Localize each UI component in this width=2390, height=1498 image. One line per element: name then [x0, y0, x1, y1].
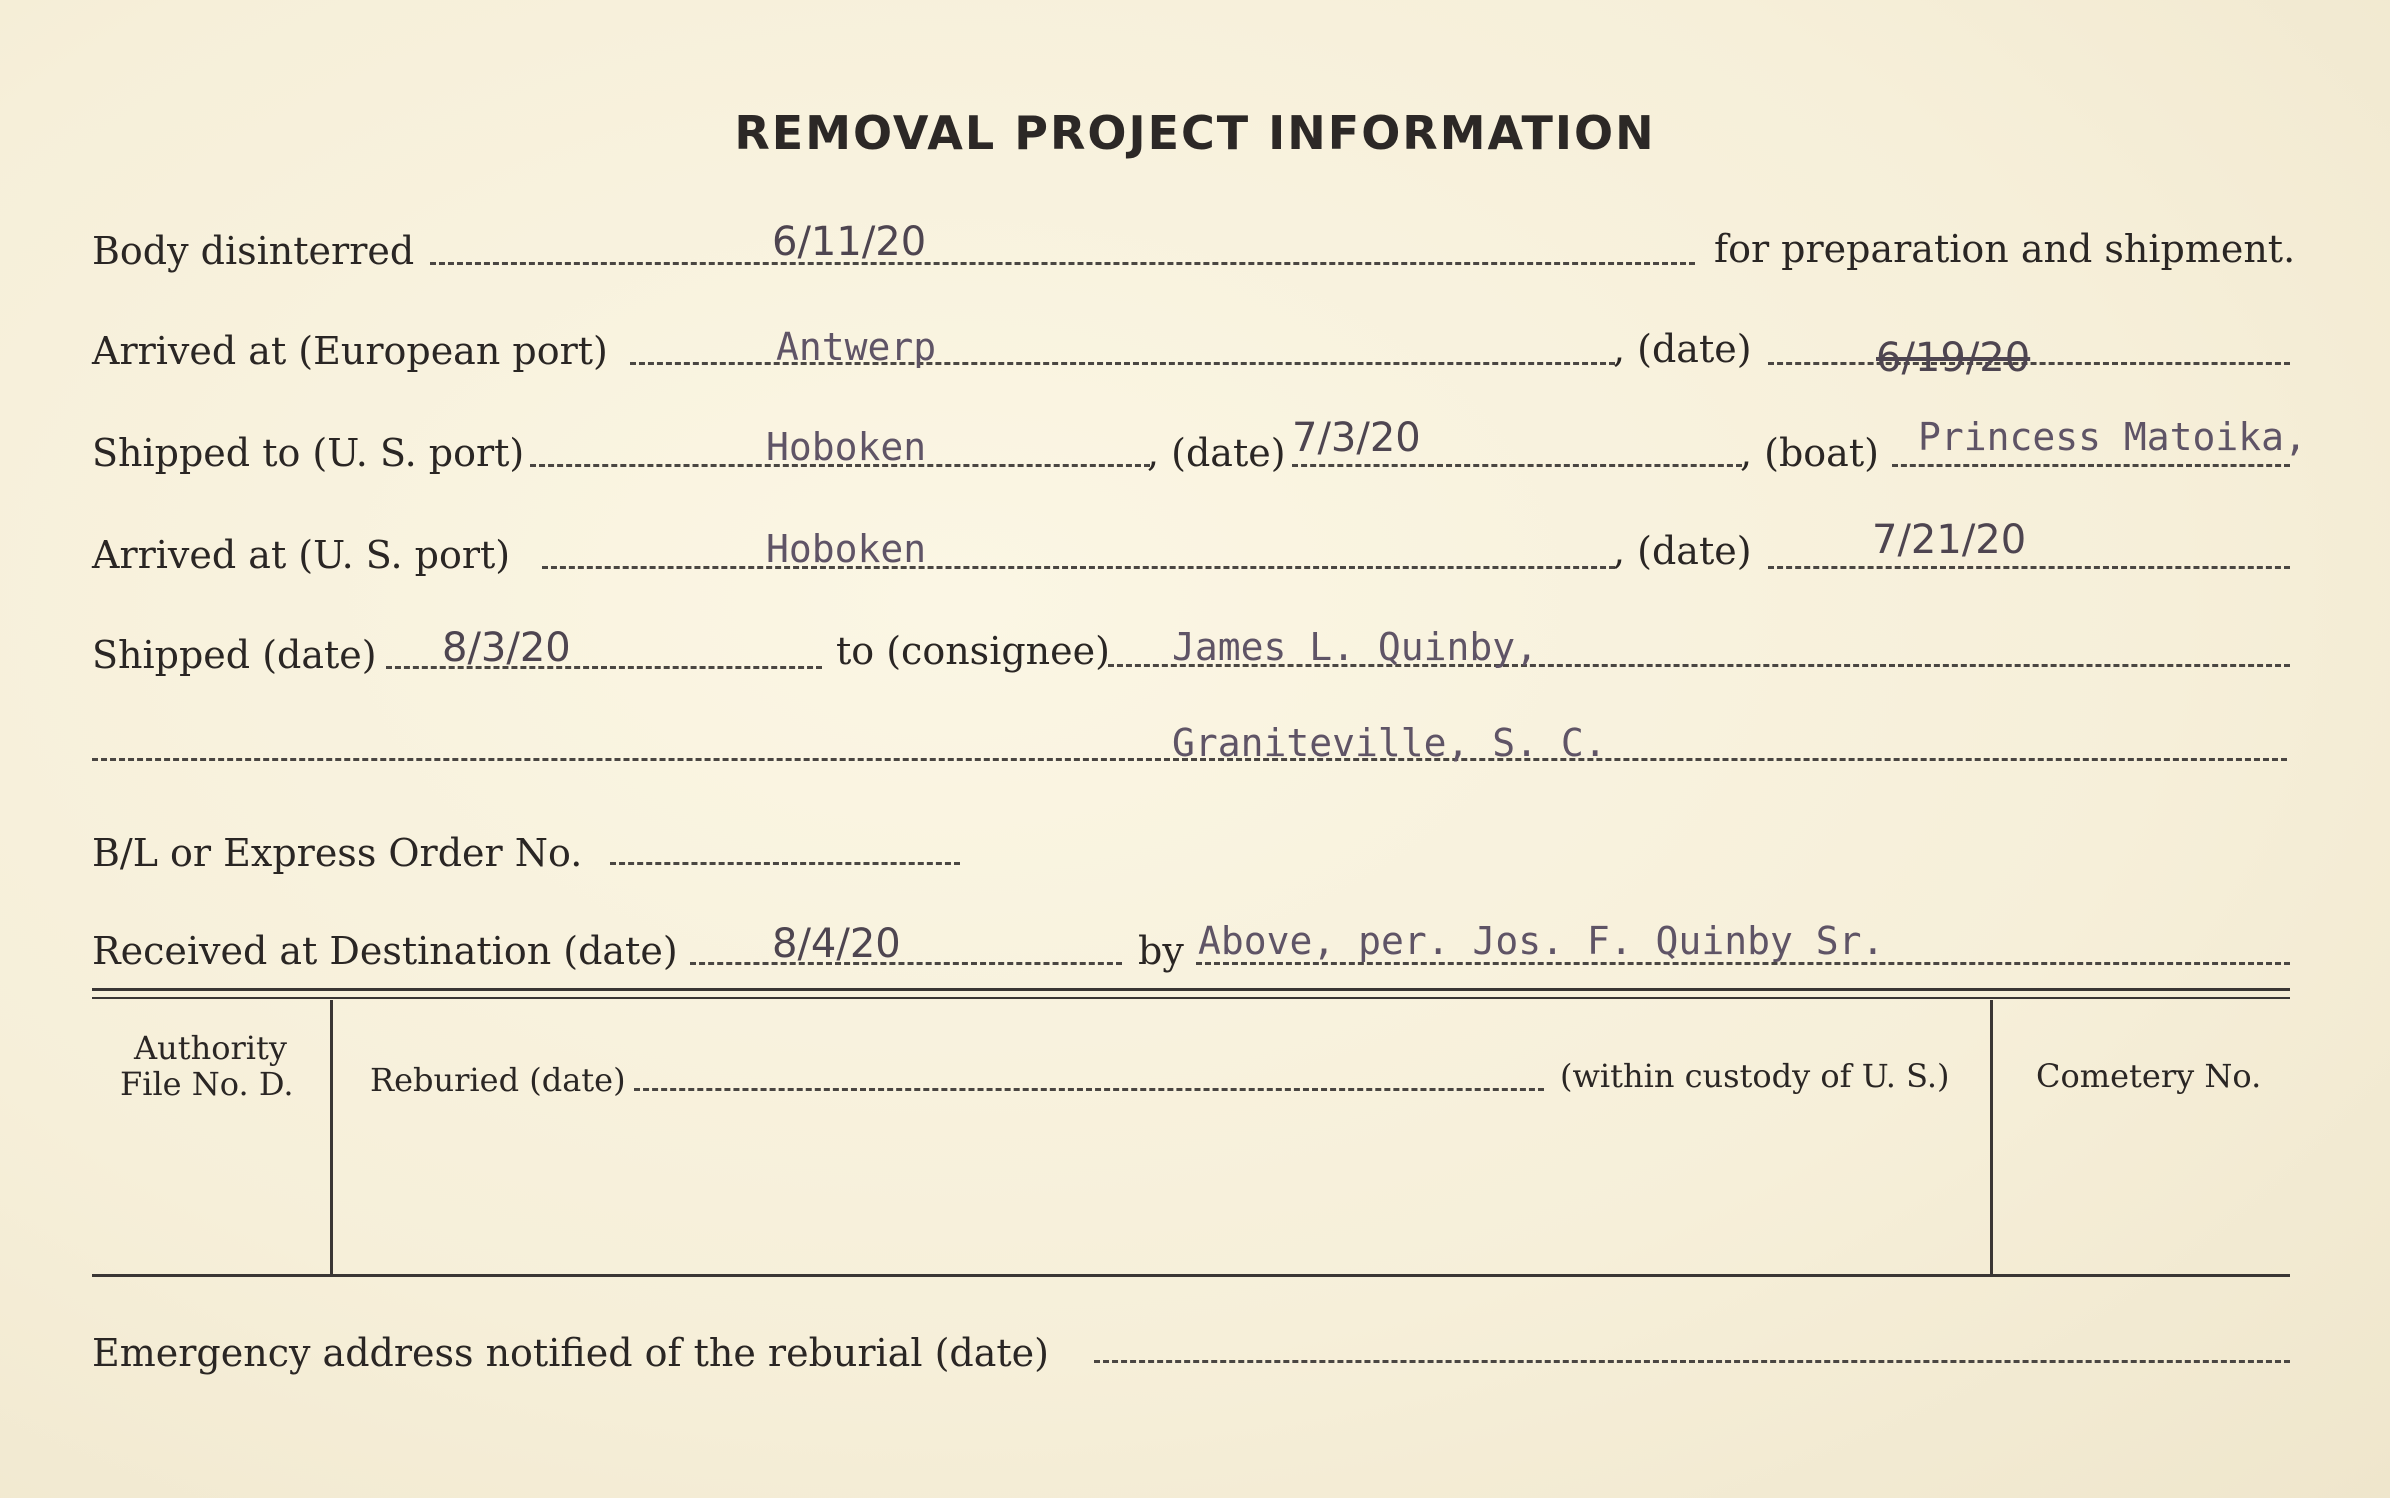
arrived-us-port-value: Hoboken: [766, 527, 927, 571]
arrived-us-date-value: 7/21/20: [1872, 517, 2027, 563]
custody-label: (within custody of U. S.): [1560, 1057, 1950, 1095]
page-title: REMOVAL PROJECT INFORMATION: [734, 106, 1656, 160]
reburied-label: Reburied (date): [370, 1061, 626, 1099]
arrived-european-date-label: , (date): [1613, 327, 1752, 371]
received-date-line: [690, 962, 1122, 965]
bl-express-label: B/L or Express Order No.: [92, 831, 583, 875]
emergency-label: Emergency address notified of the reburial (date): [92, 1331, 1049, 1375]
authority-label: Authority: [134, 1029, 287, 1067]
body-disinterred-value: 6/11/20: [772, 219, 927, 265]
shipped-date-label: Shipped (date): [92, 633, 377, 677]
reburied-date-line: [634, 1088, 1544, 1091]
bl-express-line: [610, 862, 960, 865]
shipped-to-boat-line: [1892, 464, 2290, 467]
shipped-to-date-label: , (date): [1147, 431, 1286, 475]
file-no-label: File No. D.: [120, 1065, 294, 1103]
arrived-european-date-value: 6/19/20: [1876, 335, 2031, 381]
cemetery-no-label: Cometery No.: [2036, 1057, 2262, 1095]
consignee-label: to (consignee): [836, 629, 1110, 673]
received-by-label: by: [1138, 929, 1184, 973]
consignee-value: James L. Quinby,: [1172, 625, 1539, 669]
received-date-value: 8/4/20: [772, 921, 901, 967]
arrived-european-label: Arrived at (European port): [92, 329, 608, 373]
consignee-address-value: Graniteville, S. C.: [1172, 721, 1607, 765]
arrived-us-date-label: , (date): [1613, 529, 1752, 573]
authority-column-divider: [330, 1000, 333, 1275]
shipped-to-boat-value: Princess Matoika,: [1918, 415, 2307, 459]
received-by-value: Above, per. Jos. F. Quinby Sr.: [1198, 919, 1885, 963]
preparation-suffix: for preparation and shipment.: [1714, 227, 2296, 271]
arrived-us-port-line: [542, 566, 1615, 569]
body-disinterred-label: Body disinterred: [92, 229, 415, 273]
shipped-to-date-line: [1292, 464, 1742, 467]
body-disinterred-line: [430, 262, 1695, 265]
cemetery-column-divider: [1990, 1000, 1993, 1275]
shipped-to-date-value: 7/3/20: [1292, 415, 1421, 461]
emergency-date-line: [1094, 1360, 2290, 1363]
shipped-date-value: 8/3/20: [442, 625, 571, 671]
received-label: Received at Destination (date): [92, 929, 678, 973]
table-bottom-rule: [92, 1274, 2290, 1277]
shipped-to-label: Shipped to (U. S. port): [92, 431, 525, 475]
shipped-to-port-value: Hoboken: [766, 425, 927, 469]
shipped-to-boat-label: , (boat): [1740, 431, 1879, 475]
section-divider-top: [92, 988, 2290, 991]
arrived-us-label: Arrived at (U. S. port): [92, 533, 511, 577]
arrived-us-date-line: [1768, 566, 2290, 569]
arrived-european-port-value: Antwerp: [776, 325, 937, 369]
section-divider-bottom: [92, 997, 2290, 999]
